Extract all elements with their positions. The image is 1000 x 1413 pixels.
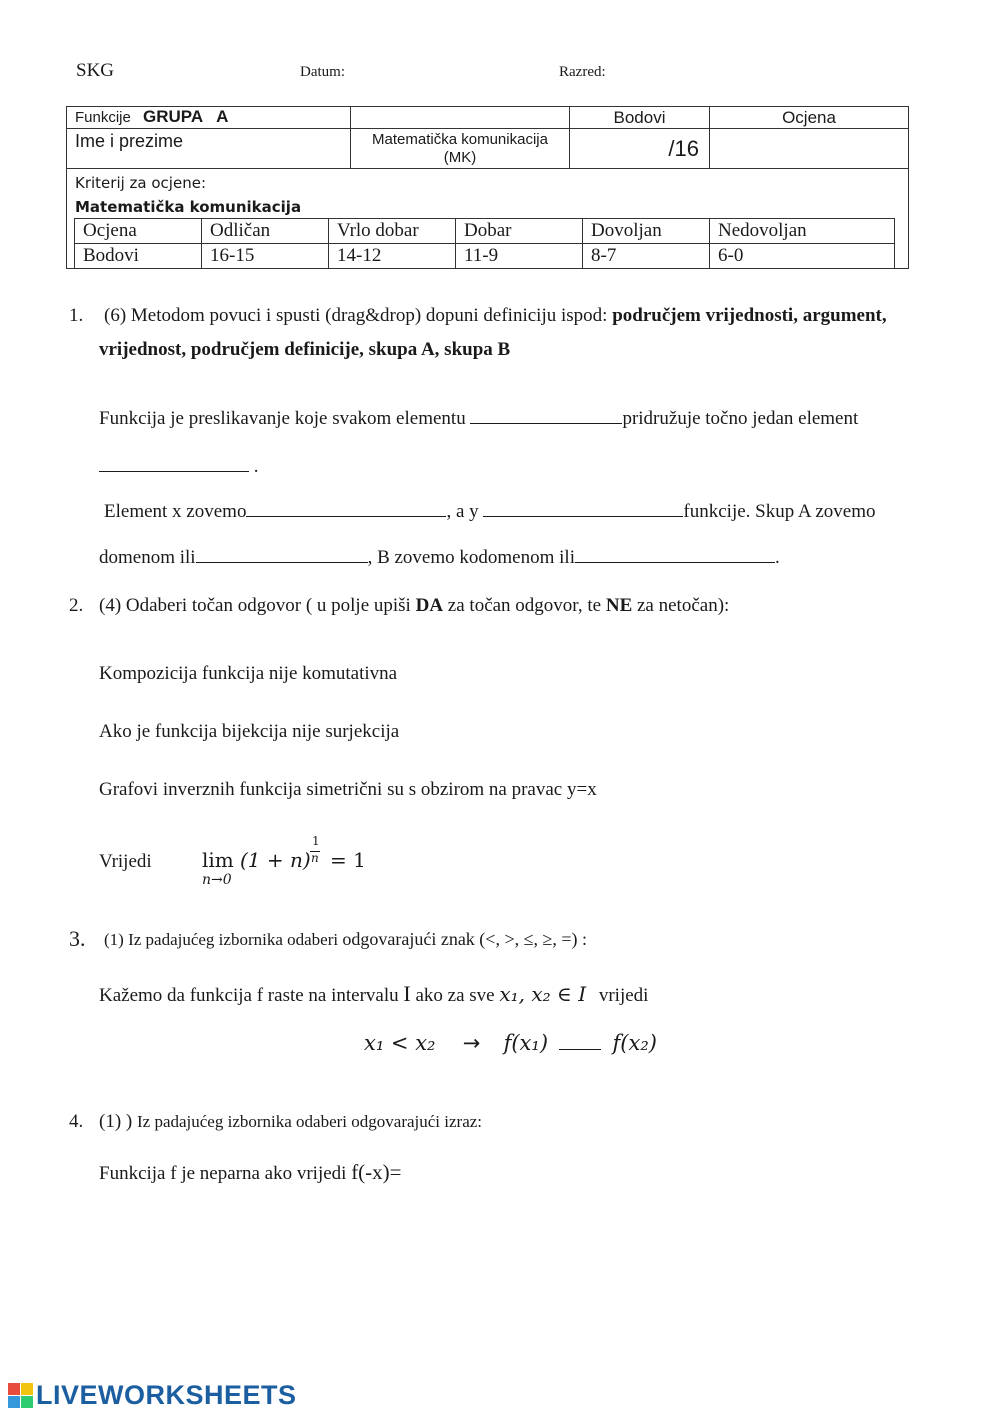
- q1-s1a: Funkcija je preslikavanje koje svakom elementu: [99, 408, 471, 429]
- drop-blank-6[interactable]: [575, 561, 775, 563]
- q2-da: DA: [415, 595, 444, 616]
- q1-sentence-3: [104, 501, 876, 523]
- category-cell: [351, 129, 570, 169]
- category-label: Matematička komunikacija: [372, 130, 548, 148]
- grading-cell: 8-7: [583, 244, 710, 269]
- group-label: GRUPA A: [143, 107, 229, 126]
- q3-interval: I: [403, 981, 411, 1006]
- q3-intro-a: (1) Iz padajućeg izbornika odaberi: [104, 930, 343, 949]
- grading-points-row: [75, 244, 895, 269]
- q2-intro: [99, 595, 729, 617]
- q3-formula-left: x₁ < x₂: [364, 1031, 436, 1055]
- grading-cell: Vrlo dobar: [329, 219, 456, 244]
- name-cell[interactable]: [67, 129, 351, 169]
- q2-statement-4-label: Vrijedi: [99, 851, 152, 872]
- q1-s4c: .: [774, 547, 780, 568]
- grading-header-row: [75, 219, 895, 244]
- q1-s2end: .: [249, 456, 259, 477]
- grading-table: [74, 218, 895, 269]
- category-abbr: (MK): [443, 148, 477, 166]
- q4-number: 4.: [69, 1111, 84, 1132]
- liveworksheets-logo: [8, 1380, 297, 1411]
- grading-cell: Dobar: [456, 219, 583, 244]
- q3-f2: f(x₂): [612, 1031, 657, 1055]
- q3-text: [99, 981, 648, 1007]
- date-label: Datum:: [300, 64, 345, 80]
- q1-s4b: , B zovemo kodomenom ili: [367, 547, 575, 568]
- q2-statement-3: Grafovi inverznih funkcija simetrični su s obzirom na pravac y=x: [99, 779, 597, 800]
- q1-number: 1.: [69, 305, 84, 326]
- q4-text-main: Funkcija f je neparna ako vrijedi: [99, 1163, 352, 1184]
- q1-s1b: pridružuje točno jedan element: [622, 408, 859, 429]
- grading-cell: Ocjena: [75, 219, 202, 244]
- criteria-title: Kriterij za ocjene:: [75, 174, 206, 192]
- drop-blank-2[interactable]: [99, 470, 249, 472]
- grading-cell: 6-0: [710, 244, 895, 269]
- subject-cell: [67, 107, 351, 129]
- q1-intro-text: (6) Metodom povuci i spusti (drag&drop) dopuni definiciju ispod:: [104, 305, 613, 326]
- q2-statement-2: Ako je funkcija bijekcija nije surjekcija: [99, 721, 400, 742]
- subject-label: Funkcije: [75, 109, 131, 126]
- q1-s4a: domenom ili: [99, 547, 196, 568]
- logo-wordmark: LIVEWORKSHEETS: [36, 1380, 297, 1410]
- q4-expr: f(-x)=: [351, 1160, 402, 1184]
- max-points: /16: [668, 135, 699, 161]
- q3-text-c: vrijedi: [598, 985, 649, 1006]
- q1-terms-line2: vrijednost, područjem definicije, skupa A, skupa B: [99, 339, 511, 360]
- q3-arrow: →: [462, 1031, 481, 1055]
- empty-cell: [351, 107, 570, 129]
- grading-cell: 11-9: [456, 244, 583, 269]
- q2-intro-b: za točan odgovor, te: [443, 595, 606, 616]
- q3-x1x2: x₁, x₂ ∈ I: [499, 982, 587, 1006]
- max-points-cell: [570, 129, 710, 169]
- q1-s3c: funkcije. Skup A zovemo: [683, 501, 876, 522]
- q4-intro-b: Iz padajućeg izbornika odaberi odgovarajući izraz:: [136, 1112, 483, 1131]
- q3-text-a: Kažemo da funkcija f raste na intervalu: [99, 985, 404, 1006]
- q3-intro-b: odgovarajući znak (<, >, ≤, ≥, =) :: [342, 929, 588, 949]
- q3-number: 3.: [69, 926, 86, 951]
- grading-cell: Dovoljan: [583, 219, 710, 244]
- limit-sub: n→0: [202, 872, 232, 888]
- grading-cell: 14-12: [329, 244, 456, 269]
- q2-number: 2.: [69, 595, 84, 616]
- limit-lim: lim: [202, 848, 234, 872]
- logo-blocks-icon: [8, 1383, 33, 1408]
- drop-blank-3[interactable]: [246, 515, 446, 517]
- q3-text-b: ako za sve: [410, 985, 500, 1006]
- q3-f1: f(x₁): [503, 1031, 549, 1055]
- grading-cell: Odličan: [202, 219, 329, 244]
- q4-text: [99, 1160, 402, 1185]
- q2-intro-c: za netočan):: [632, 595, 730, 616]
- q2-statement-1: Kompozicija funkcija nije komutativna: [99, 663, 398, 684]
- points-header: Bodovi: [570, 107, 710, 129]
- criteria-category: Matematička komunikacija: [75, 198, 302, 216]
- q1-sentence-4: [99, 547, 780, 569]
- q1-terms-line1: područjem vrijednosti, argument,: [612, 305, 887, 326]
- school-name: SKG: [76, 60, 115, 81]
- name-label: Ime i prezime: [75, 131, 184, 151]
- q1-sentence-1: [99, 408, 858, 430]
- q1-intro: [104, 305, 887, 327]
- q3-formula: [364, 1031, 657, 1056]
- grade-cell[interactable]: [710, 129, 909, 169]
- class-label: Razred:: [559, 64, 606, 80]
- limit-exp-den: n: [311, 851, 319, 865]
- drop-blank-1[interactable]: [470, 422, 622, 424]
- limit-expr: (1 + n): [240, 848, 311, 872]
- limit-exp-num: 1: [312, 834, 320, 848]
- drop-blank-4[interactable]: [483, 515, 683, 517]
- drop-blank-5[interactable]: [196, 561, 368, 563]
- q1-s3b: , a y: [446, 501, 484, 522]
- grading-cell: Nedovoljan: [710, 219, 895, 244]
- q3-sign-dropdown[interactable]: [559, 1048, 601, 1050]
- q1-sentence-2: [99, 456, 259, 478]
- q2-intro-a: (4) Odaberi točan odgovor ( u polje upiši: [99, 595, 416, 616]
- grading-cell: Bodovi: [75, 244, 202, 269]
- grading-cell: 16-15: [202, 244, 329, 269]
- q1-s3a: Element x zovemo: [104, 501, 247, 522]
- q4-intro: [99, 1111, 482, 1133]
- grade-header: Ocjena: [710, 107, 909, 129]
- q2-ne: NE: [605, 595, 633, 616]
- limit-rhs: = 1: [330, 848, 366, 872]
- q3-intro: [104, 929, 587, 950]
- q4-intro-a: (1) ): [99, 1111, 137, 1132]
